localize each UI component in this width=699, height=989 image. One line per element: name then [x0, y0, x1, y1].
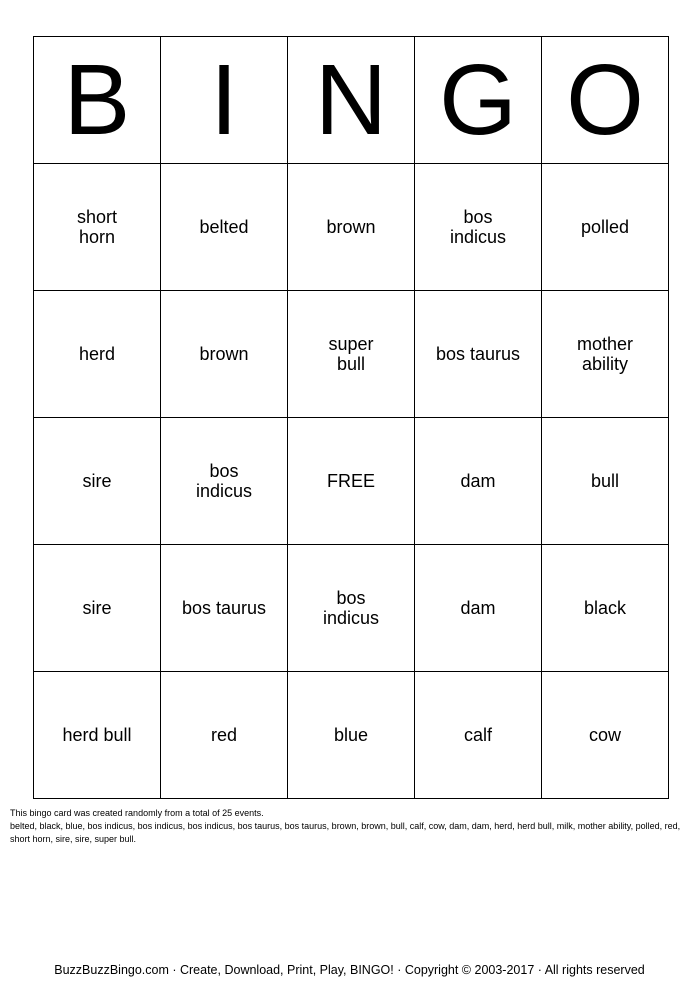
card-cell	[288, 672, 415, 799]
cell-label: mother ability	[576, 334, 634, 374]
cell-label: black	[583, 598, 627, 618]
card-cell	[542, 545, 669, 672]
header-row	[34, 37, 669, 164]
info-summary: This bingo card was created randomly from a total of 25 events.	[10, 808, 264, 818]
card-cell	[161, 291, 288, 418]
cell-label: blue	[333, 725, 369, 745]
card-cell	[415, 291, 542, 418]
header-letter-g: G	[415, 37, 542, 164]
cell-label: short horn	[76, 207, 118, 247]
card-cell	[415, 545, 542, 672]
cell-label: bos taurus	[181, 598, 267, 618]
card-cell	[288, 291, 415, 418]
cell-label: bos indicus	[322, 588, 380, 628]
header-letter-n: N	[288, 37, 415, 164]
card-cell	[161, 418, 288, 545]
card-cell	[415, 672, 542, 799]
card-cell	[34, 164, 161, 291]
card-row-1	[34, 164, 669, 291]
cell-label: cow	[588, 725, 621, 745]
cell-label: herd	[78, 344, 116, 364]
footer-credits: BuzzBuzzBingo.com · Create, Download, Print, Play, BINGO! · Copyright © 2003-2017 · All rights reserved	[54, 963, 645, 977]
card-cell	[161, 164, 288, 291]
cell-label: bos indicus	[195, 461, 253, 501]
card-cell	[288, 164, 415, 291]
card-cell	[34, 545, 161, 672]
cell-label: polled	[580, 217, 630, 237]
cell-label: dam	[460, 471, 496, 491]
card-row-2	[34, 291, 669, 418]
card-cell	[542, 672, 669, 799]
cell-label: super bull	[328, 334, 374, 374]
header-letter-i: I	[161, 37, 288, 164]
free-space-label: FREE	[326, 471, 375, 491]
cell-label: bos taurus	[435, 344, 521, 364]
cell-label: brown	[199, 344, 249, 364]
card-row-5	[34, 672, 669, 799]
cell-label: red	[210, 725, 237, 745]
cell-label: brown	[326, 217, 376, 237]
card-row-3	[34, 418, 669, 545]
card-cell	[161, 545, 288, 672]
cell-label: belted	[199, 217, 249, 237]
cell-label: bull	[590, 471, 620, 491]
header-letter-b: B	[34, 37, 161, 164]
card-cell	[34, 291, 161, 418]
cell-label: sire	[82, 471, 112, 491]
card-cell	[34, 418, 161, 545]
card-cell	[542, 418, 669, 545]
card-cell	[34, 672, 161, 799]
free-space-cell	[288, 418, 415, 545]
bingo-card	[33, 36, 669, 799]
cell-label: herd bull	[62, 725, 132, 745]
card-cell	[161, 672, 288, 799]
card-info	[10, 807, 690, 846]
card-cell	[542, 291, 669, 418]
header-letter-o: O	[542, 37, 669, 164]
cell-label: dam	[460, 598, 496, 618]
info-events-list: belted, black, blue, bos indicus, bos indicus, bos indicus, bos taurus, bos taurus, brown, brown, bull, calf, cow, dam, dam, herd, herd bull, milk, mother ability, polled, red, short horn, sire, sire, super bull.	[10, 821, 681, 844]
card-cell	[542, 164, 669, 291]
cell-label: bos indicus	[449, 207, 507, 247]
card-cell	[415, 164, 542, 291]
card-cell	[415, 418, 542, 545]
cell-label: sire	[82, 598, 112, 618]
cell-label: calf	[463, 725, 492, 745]
card-cell	[288, 545, 415, 672]
card-row-4	[34, 545, 669, 672]
